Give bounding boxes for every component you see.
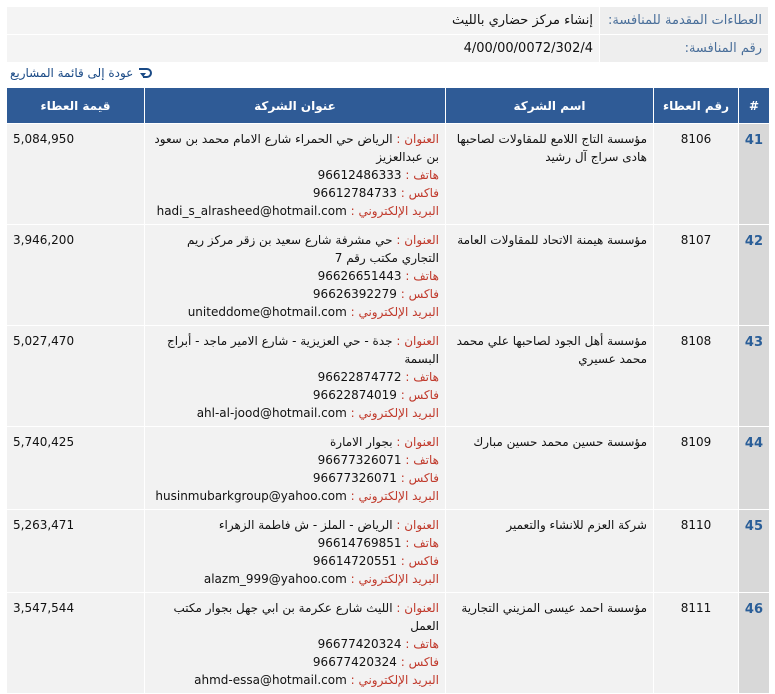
email-line <box>151 303 439 321</box>
info-row-tender <box>7 35 769 63</box>
phone-label: هاتف : <box>405 637 439 651</box>
phone-value: 96677420324 <box>317 637 402 651</box>
fax-value: 96677326071 <box>312 471 397 485</box>
bid-number: 8108 <box>654 326 739 427</box>
submitted-bids-label: العطاءات المقدمة للمنافسة: <box>600 7 769 35</box>
phone-value: 96677326071 <box>317 453 402 467</box>
company-name: مؤسسة احمد عيسى المزيني التجارية <box>446 593 654 694</box>
fax-label: فاكس : <box>400 471 439 485</box>
tender-number: 4/00/00/0072/302/4 <box>463 41 593 56</box>
header-index: # <box>739 88 770 124</box>
phone-line <box>151 267 439 285</box>
header-bid-value: قيمة العطاء <box>7 88 145 124</box>
address-value: حي مشرفة شارع سعيد بن زقر مركز ريم التجاري مكتب رقم 7 <box>186 233 439 265</box>
back-to-projects-link[interactable] <box>10 66 153 80</box>
address-line <box>151 516 439 534</box>
project-name: إنشاء مركز حضاري بالليث <box>7 7 600 35</box>
fax-label: فاكس : <box>400 186 439 200</box>
phone-line <box>151 451 439 469</box>
table-row <box>7 326 770 427</box>
fax-line <box>151 653 439 671</box>
address-value: بجوار الامارة <box>329 435 393 449</box>
email-label: البريد الإلكتروني : <box>350 489 439 503</box>
email-label: البريد الإلكتروني : <box>350 204 439 218</box>
table-header-row <box>7 88 770 124</box>
email-label: البريد الإلكتروني : <box>350 673 439 687</box>
email-line <box>151 570 439 588</box>
bid-number: 8109 <box>654 427 739 510</box>
email-line <box>151 671 439 689</box>
company-name: مؤسسة هيمنة الاتحاد للمقاولات العامة <box>446 225 654 326</box>
email-value: husinmubarkgroup@yahoo.com <box>155 489 347 503</box>
phone-value: 96612486333 <box>317 168 402 182</box>
email-label: البريد الإلكتروني : <box>350 305 439 319</box>
phone-value: 96626651443 <box>317 269 402 283</box>
fax-label: فاكس : <box>400 388 439 402</box>
fax-label: فاكس : <box>400 287 439 301</box>
phone-line <box>151 635 439 653</box>
bid-value: 5,084,950 <box>7 124 145 225</box>
table-row <box>7 225 770 326</box>
bid-value: 3,547,544 <box>7 593 145 694</box>
email-value: ahl-al-jood@hotmail.com <box>196 406 347 420</box>
header-bid-number: رقم العطاء <box>654 88 739 124</box>
email-line <box>151 202 439 220</box>
address-value: الرياض - الملز - ش فاطمة الزهراء <box>218 518 393 532</box>
company-address-cell <box>145 510 446 593</box>
company-address-cell <box>145 593 446 694</box>
phone-label: هاتف : <box>405 453 439 467</box>
fax-line <box>151 184 439 202</box>
phone-label: هاتف : <box>405 269 439 283</box>
email-label: البريد الإلكتروني : <box>350 572 439 586</box>
address-line <box>151 433 439 451</box>
address-line <box>151 231 439 267</box>
bid-value: 5,263,471 <box>7 510 145 593</box>
fax-value: 96614720551 <box>312 554 397 568</box>
fax-line <box>151 285 439 303</box>
email-value: hadi_s_alrasheed@hotmail.com <box>156 204 347 218</box>
bids-table <box>6 87 770 694</box>
address-label: العنوان : <box>396 435 439 449</box>
address-value: الليث شارع عكرمة بن ابي جهل بجوار مكتب العمل <box>173 601 439 633</box>
bid-number: 8111 <box>654 593 739 694</box>
phone-line <box>151 368 439 386</box>
bid-value: 3,946,200 <box>7 225 145 326</box>
table-row <box>7 124 770 225</box>
address-label: العنوان : <box>396 132 439 146</box>
row-index: 43 <box>739 326 770 427</box>
header-company-address: عنوان الشركة <box>145 88 446 124</box>
row-index: 46 <box>739 593 770 694</box>
address-label: العنوان : <box>396 334 439 348</box>
fax-line <box>151 552 439 570</box>
address-value: الرياض حي الحمراء شارع الامام محمد بن سعود بن عبدالعزيز <box>154 132 439 164</box>
company-address-cell <box>145 326 446 427</box>
fax-value: 96622874019 <box>312 388 397 402</box>
address-label: العنوان : <box>396 518 439 532</box>
company-name: شركة العزم للانشاء والتعمير <box>446 510 654 593</box>
phone-label: هاتف : <box>405 370 439 384</box>
bids-table-body <box>7 124 770 694</box>
email-label: البريد الإلكتروني : <box>350 406 439 420</box>
company-name: مؤسسة حسين محمد حسين مبارك <box>446 427 654 510</box>
fax-value: 96612784733 <box>312 186 397 200</box>
company-address-cell <box>145 427 446 510</box>
bid-value: 5,740,425 <box>7 427 145 510</box>
table-row <box>7 427 770 510</box>
tender-info-table <box>6 6 769 63</box>
fax-value: 96677420324 <box>312 655 397 669</box>
info-row-project <box>7 7 769 35</box>
phone-value: 96614769851 <box>317 536 402 550</box>
phone-line <box>151 166 439 184</box>
address-line <box>151 332 439 368</box>
back-link-label: عودة إلى قائمة المشاريع <box>10 66 134 80</box>
address-label: العنوان : <box>396 601 439 615</box>
email-line <box>151 404 439 422</box>
bid-number: 8110 <box>654 510 739 593</box>
phone-line <box>151 534 439 552</box>
company-name: مؤسسة أهل الجود لصاحبها علي محمد محمد عسيري <box>446 326 654 427</box>
bid-number: 8107 <box>654 225 739 326</box>
fax-value: 96626392279 <box>312 287 397 301</box>
email-value: alazm_999@yahoo.com <box>203 572 347 586</box>
tender-number-label: رقم المنافسة: <box>600 35 769 63</box>
fax-label: فاكس : <box>400 554 439 568</box>
email-line <box>151 487 439 505</box>
fax-label: فاكس : <box>400 655 439 669</box>
return-arrow-icon <box>137 66 153 80</box>
email-value: uniteddome@hotmail.com <box>187 305 347 319</box>
phone-label: هاتف : <box>405 168 439 182</box>
row-index: 44 <box>739 427 770 510</box>
phone-value: 96622874772 <box>317 370 402 384</box>
address-value: جدة - حي العزيزية - شارع الامير ماجد - أبراج البسمة <box>166 334 439 366</box>
address-line <box>151 599 439 635</box>
table-row <box>7 510 770 593</box>
row-index: 45 <box>739 510 770 593</box>
address-line <box>151 130 439 166</box>
address-label: العنوان : <box>396 233 439 247</box>
table-row <box>7 593 770 694</box>
company-address-cell <box>145 124 446 225</box>
bid-number: 8106 <box>654 124 739 225</box>
bid-value: 5,027,470 <box>7 326 145 427</box>
fax-line <box>151 469 439 487</box>
company-name: مؤسسة التاج اللامع للمقاولات لصاحبها هادى سراج آل رشيد <box>446 124 654 225</box>
row-index: 42 <box>739 225 770 326</box>
fax-line <box>151 386 439 404</box>
header-company-name: اسم الشركة <box>446 88 654 124</box>
company-address-cell <box>145 225 446 326</box>
phone-label: هاتف : <box>405 536 439 550</box>
row-index: 41 <box>739 124 770 225</box>
email-value: ahmd-essa@hotmail.com <box>194 673 347 687</box>
